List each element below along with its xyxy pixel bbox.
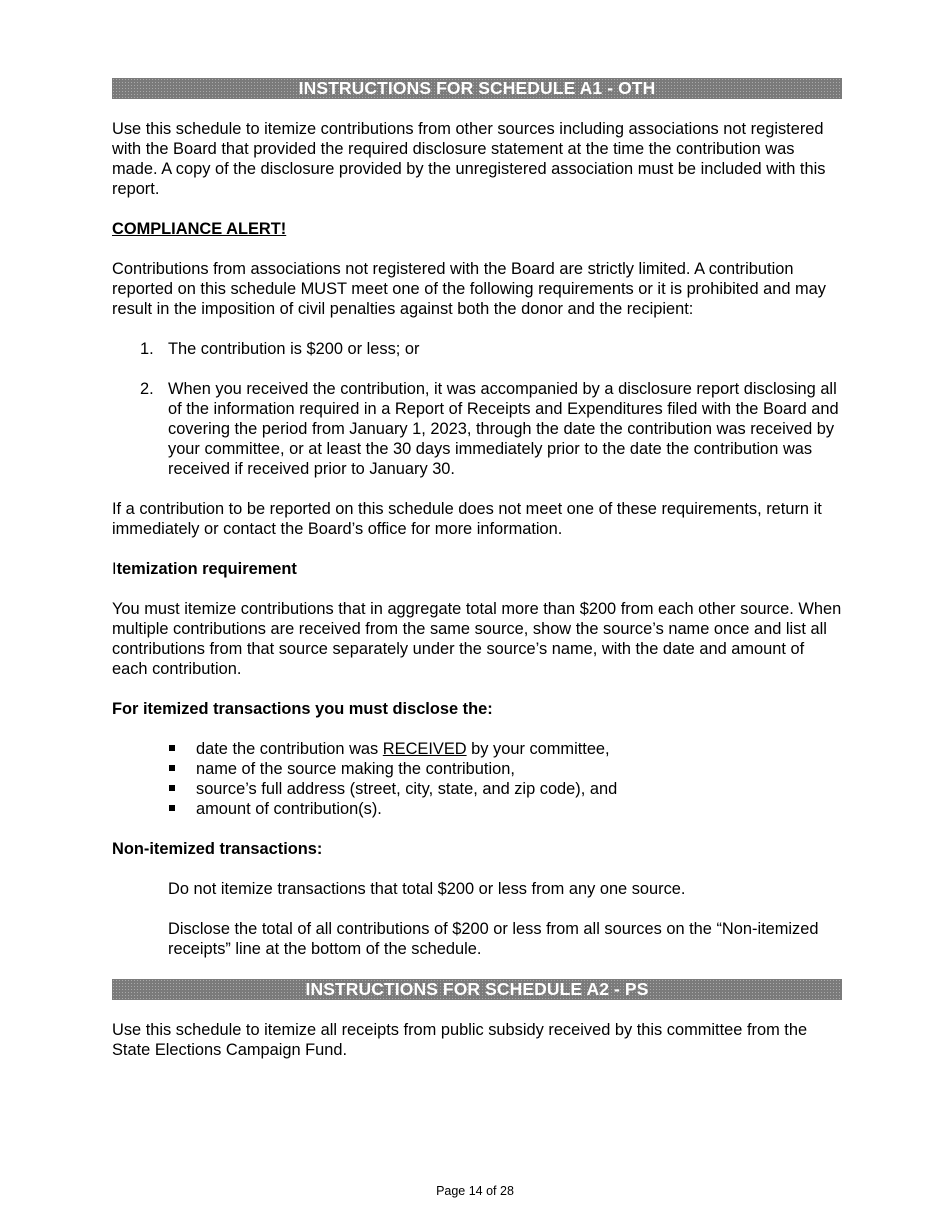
requirement-text: The contribution is $200 or less; or (168, 340, 420, 358)
itemization-heading-rest: temization requirement (116, 560, 297, 578)
schedule-a1-header-text: INSTRUCTIONS FOR SCHEDULE A1 - OTH (298, 78, 656, 98)
non-itemized-heading: Non-itemized transactions: (112, 840, 323, 858)
document-page (112, 78, 842, 1060)
list-item (112, 739, 842, 759)
requirements-list (112, 339, 842, 479)
non-itemized-text-1: Do not itemize transactions that total $200 or less from any one source. (168, 880, 686, 898)
disclose-heading: For itemized transactions you must disclose the: (112, 700, 493, 718)
requirement-item (112, 379, 842, 479)
bullet-icon (169, 785, 175, 791)
itemization-heading (112, 559, 842, 579)
bullet-icon (169, 765, 175, 771)
schedule-a2-header-text: INSTRUCTIONS FOR SCHEDULE A2 - PS (305, 979, 649, 999)
schedule-a1-header (112, 78, 842, 99)
list-item-text: date the contribution was (196, 740, 383, 758)
list-item-text: amount of contribution(s). (196, 800, 382, 818)
disclose-list (112, 739, 842, 819)
requirement-number: 1. (140, 340, 154, 358)
bullet-icon (169, 805, 175, 811)
compliance-alert-heading: COMPLIANCE ALERT! (112, 220, 287, 238)
list-item (112, 799, 842, 819)
requirement-text: When you received the contribution, it was accompanied by a disclosure report disclosing all of the information required in a Report of Receipts and Expenditures filed with the Board and covering the period from January 1, 2023, through the date the contribution was received by your committee, or at least the 30 days immediately prior to the date the contribution was received if received prior to January 30. (168, 380, 839, 478)
list-item-text: name of the source making the contribution, (196, 760, 515, 778)
return-instruction: If a contribution to be reported on this schedule does not meet one of these requirements, return it immediately or contact the Board’s office for more information. (112, 500, 822, 538)
list-item-text: by your committee, (466, 740, 610, 758)
non-itemized-text-2: Disclose the total of all contributions of $200 or less from all sources on the “Non-itemized receipts” line at the bottom of the schedule. (168, 920, 819, 958)
page-number: Page 14 of 28 (436, 1184, 514, 1198)
itemization-text: You must itemize contributions that in aggregate total more than $200 from each other source. When multiple contributions are received from the same source, show the source’s name once and list all contributions from that source separately under the source’s name, with the date and amount of each contribution. (112, 600, 842, 678)
requirement-number: 2. (140, 380, 154, 398)
schedule-a2-intro: Use this schedule to itemize all receipts from public subsidy received by this committee from the State Elections Campaign Fund. (112, 1021, 808, 1059)
schedule-a2-header (112, 979, 842, 1000)
list-item (112, 779, 842, 799)
itemization-heading-initial: I (112, 560, 117, 578)
list-item (112, 759, 842, 779)
list-item-text: source’s full address (street, city, state, and zip code), and (196, 780, 618, 798)
requirement-item (112, 339, 842, 359)
bullet-icon (169, 745, 175, 751)
compliance-alert-text: Contributions from associations not registered with the Board are strictly limited. A contribution reported on this schedule MUST meet one of the following requirements or it is prohibited and may result in the imposition of civil penalties against both the donor and the recipient: (112, 260, 826, 318)
received-emphasis: RECEIVED (382, 740, 467, 758)
schedule-a1-intro: Use this schedule to itemize contributions from other sources including associations not registered with the Board that provided the required disclosure statement at the time the contribution was made. A copy of the disclosure provided by the unregistered association must be included with this report. (112, 120, 826, 198)
